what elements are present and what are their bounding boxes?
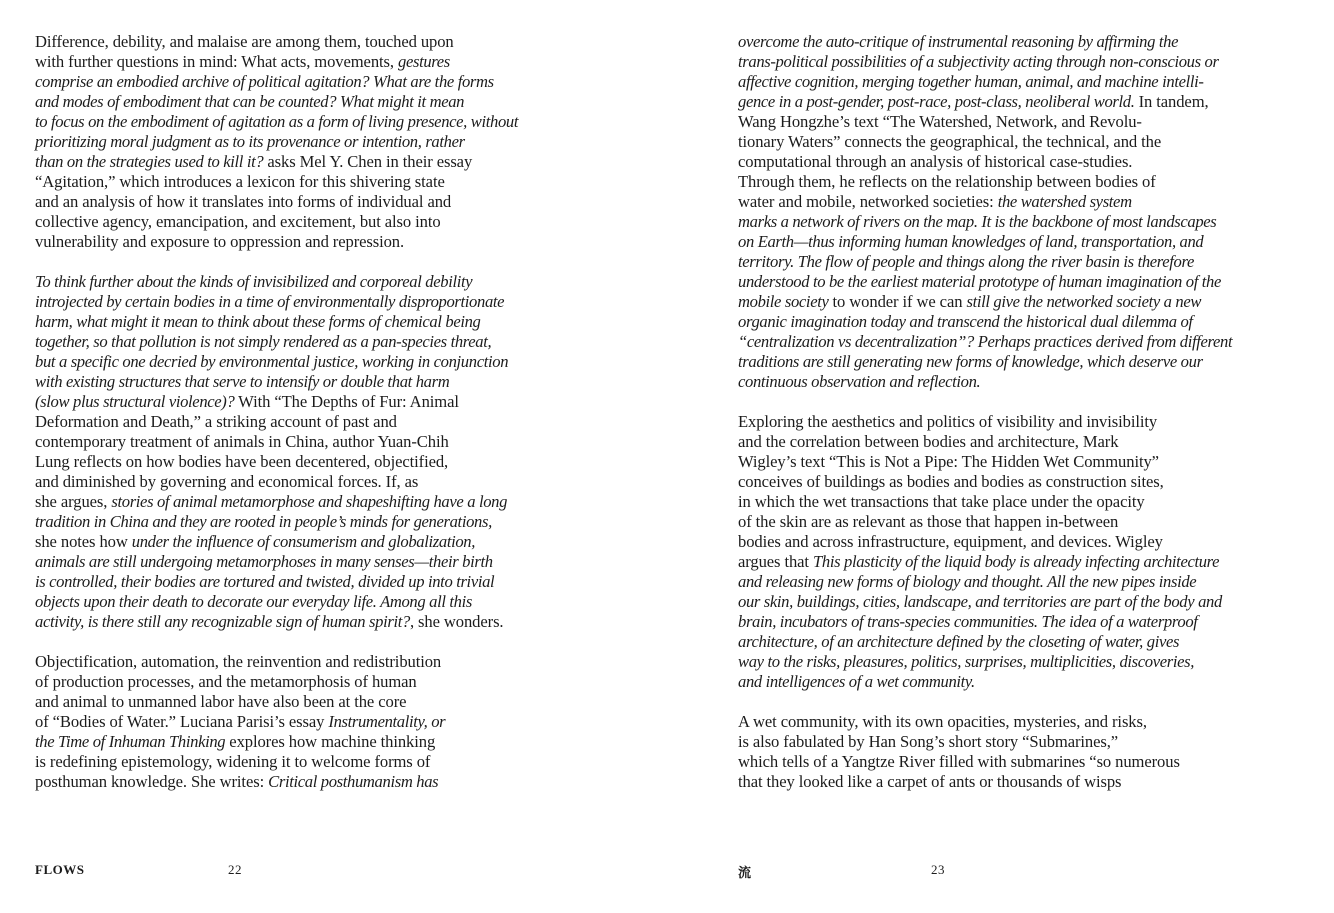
italic-text: but a specific one decried by environmental justice, working in conjunction	[35, 352, 509, 371]
text-line	[35, 92, 515, 112]
text-line	[738, 612, 1218, 632]
italic-text: the Time of Inhuman Thinking	[35, 732, 226, 751]
text: explores how machine thinking	[225, 732, 436, 751]
text-line	[35, 672, 515, 692]
text: she notes how	[35, 532, 132, 551]
text: water and mobile, networked societies:	[738, 192, 998, 211]
italic-text: (slow plus structural violence)?	[35, 392, 235, 411]
text: posthuman knowledge. She writes:	[35, 772, 269, 791]
text-line	[738, 72, 1218, 92]
text: bodies and across infrastructure, equipment, and devices. Wigley	[738, 532, 1163, 551]
italic-text: under the influence of consumerism and globalization,	[131, 532, 476, 551]
text-line	[738, 412, 1218, 432]
text: with further questions in mind: What acts, movements,	[35, 52, 398, 71]
text-line	[35, 412, 515, 432]
text-line	[35, 612, 515, 632]
text-line	[738, 292, 1218, 312]
text-line	[738, 432, 1218, 452]
text: Exploring the aesthetics and politics of visibility and invisibility	[738, 412, 1158, 431]
text-line	[738, 312, 1218, 332]
paragraph	[738, 32, 1233, 392]
text-line	[35, 652, 515, 672]
paragraph	[35, 272, 515, 632]
text: “Agitation,” which introduces a lexicon for this shivering state	[35, 172, 445, 191]
text-line	[35, 192, 515, 212]
text: With “The Depths of Fur: Animal	[234, 392, 459, 411]
italic-text: animals are still undergoing metamorphoses in many senses—their birth	[35, 552, 493, 571]
text-line	[35, 712, 515, 732]
text: Objectification, automation, the reinvention and redistribution	[35, 652, 442, 671]
italic-text: prioritizing moral judgment as to its provenance or intention, rather	[35, 132, 465, 151]
text: Wang Hongzhe’s text “The Watershed, Network, and Revolu-	[738, 112, 1142, 131]
text: In tandem,	[1134, 92, 1209, 111]
running-head-right: 流	[738, 865, 752, 880]
italic-text: To think further about the kinds of invisibilized and corporeal debility	[35, 272, 473, 291]
text-line	[738, 212, 1218, 232]
text: is also fabulated by Han Song’s short story “Submarines,”	[738, 732, 1119, 751]
text: conceives of buildings as bodies and bodies as construction sites,	[738, 472, 1164, 491]
text-line	[738, 132, 1218, 152]
text: contemporary treatment of animals in China, author Yuan-Chih	[35, 432, 449, 451]
text-line	[738, 672, 1218, 692]
paragraph	[35, 652, 515, 792]
text-line	[35, 292, 515, 312]
text-line	[35, 212, 515, 232]
italic-text: still give the networked society a new	[966, 292, 1202, 311]
text: in which the wet transactions that take place under the opacity	[738, 492, 1145, 511]
italic-text: trans-political possibilities of a subjectivity acting through non-conscious or	[738, 52, 1219, 71]
text: of “Bodies of Water.” Luciana Parisi’s essay	[35, 712, 329, 731]
italic-text: territory. The flow of people and things along the river basin is therefore	[738, 252, 1195, 271]
text-line	[738, 572, 1218, 592]
italic-text: marks a network of rivers on the map. It is the backbone of most landscapes	[738, 212, 1217, 231]
italic-text: gence in a post-gender, post-race, post-class, neoliberal world.	[738, 92, 1135, 111]
text-line	[738, 752, 1218, 772]
text-line	[35, 312, 515, 332]
text-line	[738, 632, 1218, 652]
italic-text: and releasing new forms of biology and thought. All the new pipes inside	[738, 572, 1197, 591]
text-line	[738, 332, 1233, 352]
italic-text: gestures	[398, 52, 450, 71]
page-number-right: 23	[931, 862, 945, 877]
text-line	[35, 732, 515, 752]
text-line	[738, 712, 1218, 732]
text-line	[35, 532, 515, 552]
text-line	[35, 772, 515, 792]
text-line	[738, 492, 1218, 512]
italic-text: traditions are still generating new forms of knowledge, which deserve our	[738, 352, 1203, 371]
italic-text: comprise an embodied archive of political agitation? What are the forms	[35, 72, 494, 91]
page-number-left: 22	[228, 862, 242, 877]
running-head-left: FLOWS	[35, 862, 85, 877]
text-line	[738, 592, 1222, 612]
italic-text: activity, is there still any recognizable sign of human spirit?	[35, 612, 410, 631]
italic-text: and modes of embodiment that can be counted? What might it mean	[35, 92, 465, 111]
text-line	[35, 352, 515, 372]
text-line	[35, 172, 515, 192]
text-line	[738, 372, 1218, 392]
text-line	[35, 372, 515, 392]
italic-text: Critical posthumanism has	[268, 772, 439, 791]
left-page	[35, 32, 519, 812]
italic-text: is controlled, their bodies are tortured and twisted, divided up into trivial	[35, 572, 495, 591]
text-line	[738, 652, 1218, 672]
text-line	[35, 552, 515, 572]
text-line	[35, 332, 515, 352]
text-line	[35, 52, 515, 72]
italic-text: the watershed system	[997, 192, 1132, 211]
text-line	[35, 512, 515, 532]
text: computational through an analysis of historical case-studies.	[738, 152, 1133, 171]
text: and an analysis of how it translates into forms of individual and	[35, 192, 452, 211]
text: Through them, he reflects on the relationship between bodies of	[738, 172, 1156, 191]
text-line	[738, 452, 1218, 472]
italic-text: with existing structures that serve to intensify or double that harm	[35, 372, 450, 391]
italic-text: This plasticity of the liquid body is already infecting architecture	[813, 552, 1220, 571]
italic-text: overcome the auto-critique of instrumental reasoning by affirming the	[738, 32, 1179, 51]
italic-text: introjected by certain bodies in a time of environmentally disproportionate	[35, 292, 505, 311]
paragraph	[738, 712, 1218, 792]
text-line	[35, 112, 519, 132]
text: vulnerability and exposure to oppression and repression.	[35, 232, 405, 251]
text: Wigley’s text “This is Not a Pipe: The Hidden Wet Community”	[738, 452, 1159, 471]
text: and animal to unmanned labor have also been at the core	[35, 692, 407, 711]
italic-text: to focus on the embodiment of agitation as a form of living presence, without	[35, 112, 519, 131]
text-line	[738, 772, 1218, 792]
text-line	[738, 32, 1218, 52]
italic-text: objects upon their death to decorate our everyday life. Among all this	[35, 592, 472, 611]
text-line	[35, 152, 515, 172]
paragraph	[738, 412, 1222, 692]
italic-text: organic imagination today and transcend the historical dual dilemma of	[738, 312, 1193, 331]
text-line	[738, 472, 1218, 492]
text-line	[738, 352, 1218, 372]
italic-text: than on the strategies used to kill it?	[35, 152, 264, 171]
italic-text: on Earth—thus informing human knowledges of land, transportation, and	[738, 232, 1204, 251]
text-line	[35, 32, 515, 52]
italic-text: affective cognition, merging together human, animal, and machine intelli-	[738, 72, 1204, 91]
text-line	[35, 472, 515, 492]
text-line	[35, 272, 515, 292]
text: is redefining epistemology, widening it to welcome forms of	[35, 752, 431, 771]
text-line	[35, 692, 515, 712]
italic-text: brain, incubators of trans-species communities. The idea of a waterproof	[738, 612, 1198, 631]
text-line	[738, 732, 1218, 752]
text: A wet community, with its own opacities, mysteries, and risks,	[738, 712, 1147, 731]
text-line	[35, 72, 515, 92]
text-line	[738, 152, 1218, 172]
text-line	[738, 532, 1218, 552]
text: she argues,	[35, 492, 112, 511]
text-line	[738, 92, 1218, 112]
italic-text: our skin, buildings, cities, landscape, and territories are part of the body and	[738, 592, 1222, 611]
text-line	[35, 452, 515, 472]
text-line	[738, 52, 1218, 72]
italic-text: way to the risks, pleasures, politics, surprises, multiplicities, discoveries,	[738, 652, 1195, 671]
text: and diminished by governing and economical forces. If, as	[35, 472, 419, 491]
text: of the skin are as relevant as those that happen in-between	[738, 512, 1119, 531]
italic-text: Instrumentality, or	[328, 712, 446, 731]
text-line	[35, 132, 515, 152]
right-page	[738, 32, 1233, 812]
text-line	[35, 392, 515, 412]
italic-text: stories of animal metamorphose and shapeshifting have a long	[111, 492, 508, 511]
text-line	[738, 272, 1221, 292]
text: that they looked like a carpet of ants or thousands of wisps	[738, 772, 1122, 791]
text-line	[738, 512, 1218, 532]
italic-text: together, so that pollution is not simply rendered as a pan-species threat,	[35, 332, 492, 351]
italic-text: understood to be the earliest material prototype of human imagination of the	[738, 272, 1221, 291]
text: tionary Waters” connects the geographical, the technical, and the	[738, 132, 1162, 151]
text: Lung reflects on how bodies have been decentered, objectified,	[35, 452, 449, 471]
text-line	[35, 492, 515, 512]
text: asks Mel Y. Chen in their essay	[263, 152, 473, 171]
text: Deformation and Death,” a striking account of past and	[35, 412, 397, 431]
italic-text: continuous observation and reflection.	[738, 372, 981, 391]
italic-text: mobile society	[738, 292, 829, 311]
text: and the correlation between bodies and architecture, Mark	[738, 432, 1119, 451]
text-line	[738, 232, 1218, 252]
text-line	[738, 192, 1218, 212]
text-line	[35, 752, 515, 772]
italic-text: harm, what might it mean to think about these forms of chemical being	[35, 312, 481, 331]
text-line	[35, 432, 515, 452]
text-line	[738, 552, 1218, 572]
text-line	[738, 112, 1218, 132]
italic-text: “centralization vs decentralization”? Perhaps practices derived from different	[738, 332, 1233, 351]
text-line	[35, 592, 515, 612]
paragraph	[35, 32, 519, 252]
italic-text: and intelligences of a wet community.	[738, 672, 975, 691]
text-line	[35, 232, 515, 252]
text: argues that	[738, 552, 813, 571]
text-line	[35, 572, 515, 592]
text: of production processes, and the metamorphosis of human	[35, 672, 417, 691]
text-line	[738, 252, 1218, 272]
text-line	[738, 172, 1218, 192]
italic-text: architecture, of an architecture defined by the closeting of water, gives	[738, 632, 1180, 651]
text: , she wonders.	[409, 612, 504, 631]
italic-text: tradition in China and they are rooted in people’s minds for generations,	[35, 512, 492, 531]
text: to wonder if we can	[828, 292, 967, 311]
text: Difference, debility, and malaise are among them, touched upon	[35, 32, 454, 51]
text: which tells of a Yangtze River filled with submarines “so numerous	[738, 752, 1180, 771]
text: collective agency, emancipation, and excitement, but also into	[35, 212, 441, 231]
